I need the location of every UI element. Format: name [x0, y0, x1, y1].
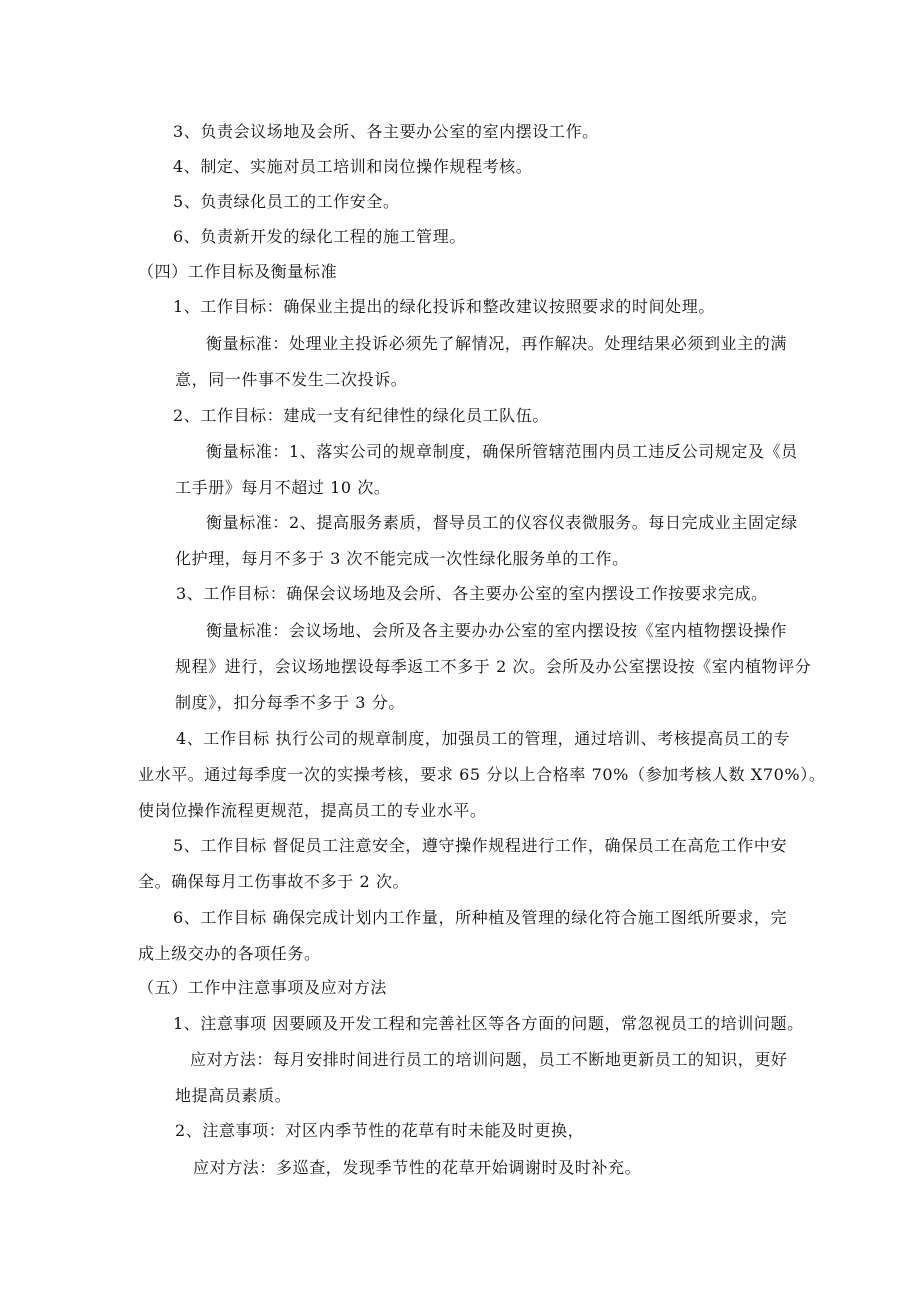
list-item-6: 6、负责新开发的绿化工程的施工管理。: [173, 227, 466, 246]
note-2: 2、注意事项：对区内季节性的花草有时未能及时更换，: [175, 1121, 585, 1140]
goal-6-line-1: 6、工作目标 确保完成计划内工作量，所种植及管理的绿化符合施工图纸所要求，完: [173, 908, 788, 927]
standard-2b-line-2: 化护理，每月不多于 3 次不能完成一次性绿化服务单的工作。: [175, 549, 629, 568]
goal-4-line-1: 4、工作目标 执行公司的规章制度，加强员工的管理，通过培训、考核提高员工的专: [176, 729, 791, 748]
section-heading-4: （四）工作目标及衡量标准: [138, 262, 338, 281]
standard-1-line-2: 意，同一件事不发生二次投诉。: [175, 370, 408, 389]
section-heading-5: （五）工作中注意事项及应对方法: [138, 978, 388, 997]
response-2: 应对方法：多巡查，发现季节性的花草开始调谢时及时补充。: [193, 1158, 642, 1177]
goal-2: 2、工作目标：建成一支有纪律性的绿化员工队伍。: [173, 406, 549, 425]
goal-5-line-1: 5、工作目标 督促员工注意安全，遵守操作规程进行工作，确保员工在高危工作中安: [173, 836, 788, 855]
goal-1: 1、工作目标：确保业主提出的绿化投诉和整改建议按照要求的时间处理。: [173, 297, 715, 316]
standard-3-line-2: 规程》进行，会议场地摆设每季返工不多于 2 次。会所及办公室摆设按《室内植物评分: [175, 657, 812, 676]
goal-4-line-3: 使岗位操作流程更规范，提高员工的专业水平。: [138, 801, 487, 820]
note-1: 1、注意事项 因要顾及开发工程和完善社区等各方面的问题，常忽视员工的培训问题。: [173, 1014, 804, 1033]
goal-4-line-2: 业水平。通过每季度一次的实操考核，要求 65 分以上合格率 70%（参加考核人数 X70%）。: [138, 765, 826, 784]
list-item-3: 3、负责会议场地及会所、各主要办公室的室内摆设工作。: [173, 122, 599, 141]
standard-2b-line-1: 衡量标准：2、提高服务素质，督导员工的仪容仪表微服务。每日完成业主固定绿: [206, 513, 798, 532]
standard-2a-line-2: 工手册》每月不超过 10 次。: [175, 478, 391, 497]
response-1-line-2: 地提高员素质。: [175, 1086, 292, 1105]
standard-3-line-3: 制度》，扣分每季不多于 3 分。: [175, 693, 405, 712]
list-item-4: 4、制定、实施对员工培训和岗位操作规程考核。: [173, 157, 533, 176]
list-item-5: 5、负责绿化员工的工作安全。: [173, 192, 400, 211]
goal-6-line-2: 成上级交办的各项任务。: [138, 944, 321, 963]
standard-1-line-1: 衡量标准：处理业主投诉必须先了解情况，再作解决。处理结果必须到业主的满: [206, 334, 788, 353]
goal-5-line-2: 全。确保每月工伤事故不多于 2 次。: [138, 872, 410, 891]
standard-2a-line-1: 衡量标准：1、落实公司的规章制度，确保所管辖范围内员工违反公司规定及《员: [206, 442, 798, 461]
standard-3-line-1: 衡量标准：会议场地、会所及各主要办办公室的室内摆设按《室内植物摆设操作: [206, 621, 788, 640]
response-1-line-1: 应对方法：每月安排时间进行员工的培训问题，员工不断地更新员工的知识，更好: [190, 1050, 788, 1069]
goal-3: 3、工作目标：确保会议场地及会所、各主要办公室的室内摆设工作按要求完成。: [176, 584, 768, 603]
